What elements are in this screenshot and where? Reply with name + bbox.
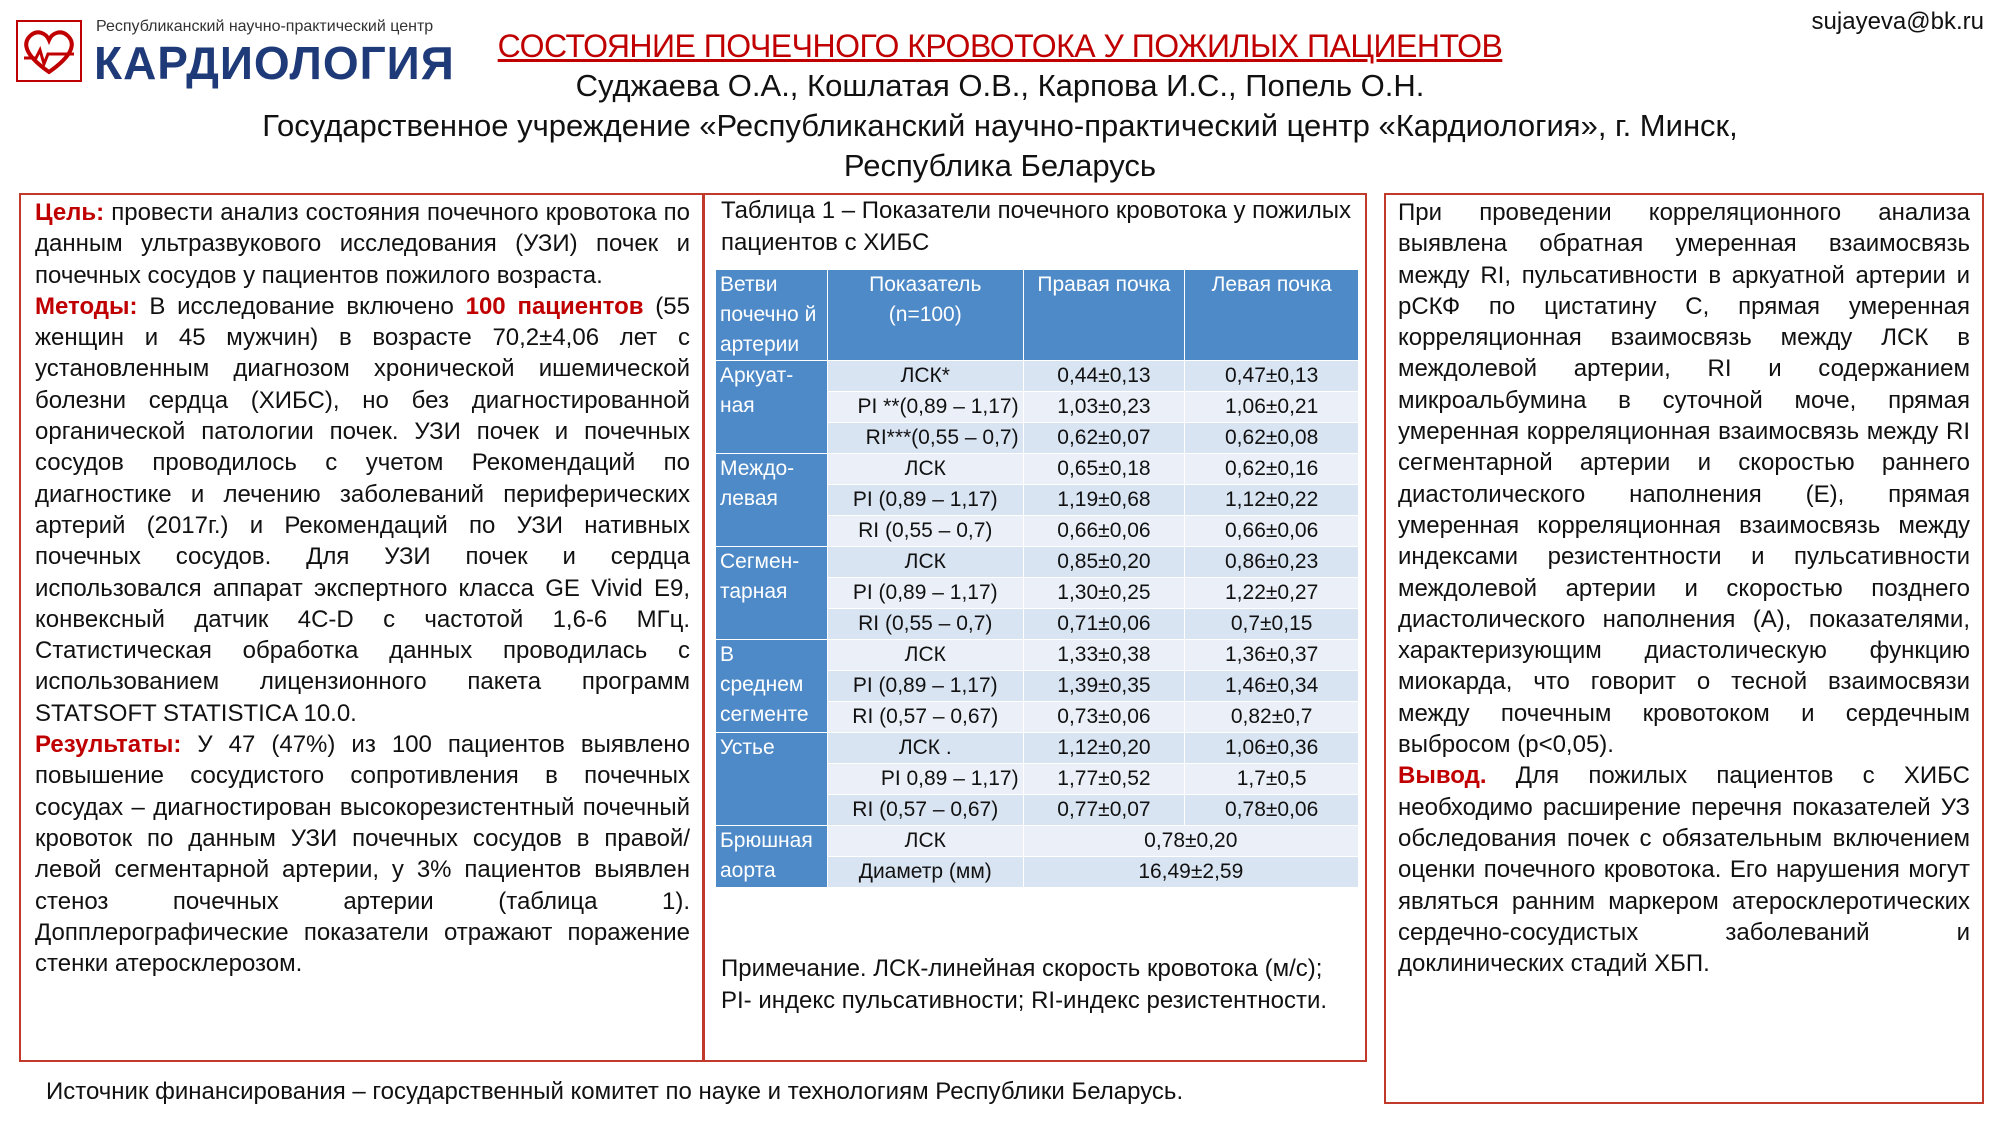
institution-line: Государственное учреждение «Республиканский научно-практический центр «Кардиология», г. Минск, Республика Беларусь [262,108,1738,183]
table-note: Примечание. ЛСК-линейная скорость кровотока (м/с); PI- индекс пульсативности; RI-индекс резистентности. [721,955,1328,1014]
right-kidney-cell: 1,39±0,35 [1023,671,1185,702]
table-row [716,361,1359,392]
funding-note: Источник финансирования – государственный комитет по науке и технологиям Республики Беларусь. [46,1078,1184,1105]
results-text: У 47 (47%) из 100 пациентов выявлено повышение сосудистого сопротивления в почечных сосудах – диагностирован высокорезистентный почечный кровоток по данным УЗИ почечных сосудов в правой/левой сегментарной артерии, у 3% пациентов выявлен стеноз почечных артерии (таблица 1). Допплерографические показатели отражают поражение стенки атеросклерозом. [35,731,690,978]
authors-line: Суджаева О.А., Кошлатая О.В., Карпова И.С., Попель О.Н. [575,68,1425,103]
right-kidney-cell: 1,30±0,25 [1023,578,1185,609]
left-kidney-cell: 1,06±0,36 [1185,733,1359,764]
conclusion-text: Для пожилых пациентов с ХИБС необходимо расширение перечня показателей УЗ обследования почек с обязательным включением оценки почечного кровотока. Его нарушения могут являться ранним маркером атеросклеротических сердечно-сосудистых заболеваний и доклинических стадий ХБП. [1398,762,1970,978]
left-kidney-cell: 1,36±0,37 [1185,640,1359,671]
right-kidney-cell: 0,66±0,06 [1023,516,1185,547]
right-kidney-cell: 1,03±0,23 [1023,392,1185,423]
right-kidney-cell: 0,62±0,07 [1023,423,1185,454]
right-kidney-cell: 1,77±0,52 [1023,764,1185,795]
header-branch: Ветви почечно й артерии [716,270,828,361]
left-kidney-cell: 0,47±0,13 [1185,361,1359,392]
param-cell: RI (0,57 – 0,67) [827,702,1023,733]
left-kidney-cell: 1,46±0,34 [1185,671,1359,702]
left-kidney-cell: 1,12±0,22 [1185,485,1359,516]
param-cell: PI (0,89 – 1,17) [827,578,1023,609]
right-kidney-cell: 0,65±0,18 [1023,454,1185,485]
poster-header [190,26,1810,186]
left-kidney-cell: 1,22±0,27 [1185,578,1359,609]
branch-cell: Устье [716,733,828,826]
left-kidney-cell: 1,06±0,21 [1185,392,1359,423]
heart-logo-icon [16,20,82,82]
param-cell: RI (0,55 – 0,7) [827,609,1023,640]
param-cell: PI 0,89 – 1,17) [827,764,1023,795]
param-cell: ЛСК [827,547,1023,578]
table-row [716,640,1359,671]
methods-text-1: В исследование включено [137,292,466,320]
left-kidney-cell: 0,78±0,06 [1185,795,1359,826]
param-cell: ЛСК [827,826,1023,857]
branch-cell: Междо-левая [716,454,828,547]
poster-title: СОСТОЯНИЕ ПОЧЕЧНОГО КРОВОТОКА У ПОЖИЛЫХ ПАЦИЕНТОВ [497,28,1503,64]
table-header-row [716,270,1359,361]
left-kidney-cell: 0,86±0,23 [1185,547,1359,578]
right-kidney-cell: 0,77±0,07 [1023,795,1185,826]
table-row [716,733,1359,764]
results-label: Результаты: [35,731,182,759]
right-panel-text [1398,195,1970,979]
blood-flow-table [715,269,1359,888]
param-cell: ЛСК [827,640,1023,671]
aorta-value-cell: 0,78±0,20 [1023,826,1358,857]
left-panel-text [35,195,690,979]
patients-count: 100 пациентов [465,292,644,320]
param-cell: ЛСК [827,454,1023,485]
param-cell: PI **(0,89 – 1,17) [827,392,1023,423]
left-kidney-cell: 0,7±0,15 [1185,609,1359,640]
header-right-kidney: Правая почка [1023,270,1185,361]
aorta-value-cell: 16,49±2,59 [1023,857,1358,888]
table-row [716,547,1359,578]
right-kidney-cell: 0,85±0,20 [1023,547,1185,578]
logo-name: КАРДИОЛОГИЯ [94,37,455,89]
left-kidney-cell: 1,7±0,5 [1185,764,1359,795]
left-kidney-cell: 0,82±0,7 [1185,702,1359,733]
left-kidney-cell: 0,62±0,08 [1185,423,1359,454]
branch-cell: Брюшная аорта [716,826,828,888]
right-kidney-cell: 0,71±0,06 [1023,609,1185,640]
right-panel [1384,193,1984,1104]
logo-subtitle: Республиканский научно-практический центр [96,18,434,35]
left-kidney-cell: 0,66±0,06 [1185,516,1359,547]
table-caption: Таблица 1 – Показатели почечного кровотока у пожилых пациентов с ХИБС [721,197,1351,256]
param-cell: RI (0,55 – 0,7) [827,516,1023,547]
header-param: Показатель (n=100) [827,270,1023,361]
right-kidney-cell: 1,12±0,20 [1023,733,1185,764]
param-cell: PI (0,89 – 1,17) [827,485,1023,516]
table-row [716,826,1359,857]
methods-label: Методы: [35,292,138,320]
correlation-text: При проведении корреляционного анализа выявлена обратная умеренная взаимосвязь между RI, пульсативности в аркуатной артерии и рСКФ по цистатину С, прямая умеренная корреляционная взаимосвязь между ЛСК в междолевой артерии, RI и содержанием микроальбумина в суточной моче, прямая умеренная корреляционная взаимосвязь между RI сегментарной артерии и скоростью раннего диастолического наполнения (Е), прямая умеренная корреляционная взаимосвязь между индексами резистентности и пульсативности междолевой артерии и скоростью позднего диастолического наполнения (А), показателями, характеризующим диастолическую функцию миокарда, что говорит о тесной взаимосвязи между почечным кровотоком и сердечным выбросом (р<0,05). [1398,199,1970,759]
methods-text-2: (55 женщин и 45 мужчин) в возрасте 70,2±4,06 лет с установленным диагнозом хронической ишемической болезни сердца (ХИБС), но без диагностированной органической патологии почек. УЗИ почек и почечных сосудов проводилось с учетом Рекомендаций по диагностике и лечению заболеваний периферических артерий (2017г.) и Рекомендаций по УЗИ нативных почечных сосудов. Для УЗИ почек и сердца использовался аппарат экспертного класса GE Vivid E9, конвексный датчик 4C-D с частотой 1,6-6 МГц. Статистическая обработка данных проводилась с использованием лицензионного пакета программ STATSOFT STATISTICA 10.0. [35,292,690,727]
param-cell: RI***(0,55 – 0,7) [827,423,1023,454]
left-kidney-cell: 0,62±0,16 [1185,454,1359,485]
param-cell: ЛСК* [827,361,1023,392]
table-panel [703,193,1367,1062]
branch-cell: В среднем сегменте [716,640,828,733]
branch-cell: Сегмен-тарная [716,547,828,640]
param-cell: PI (0,89 – 1,17) [827,671,1023,702]
right-kidney-cell: 0,44±0,13 [1023,361,1185,392]
right-kidney-cell: 1,33±0,38 [1023,640,1185,671]
param-cell: RI (0,57 – 0,67) [827,795,1023,826]
branch-cell: Аркуат-ная [716,361,828,454]
table-row [716,454,1359,485]
goal-text: провести анализ состояния почечного кровотока по данным ультразвукового исследования (УЗИ) почек и почечных сосудов у пациентов пожилого возраста. [35,199,690,289]
header-left-kidney: Левая почка [1185,270,1359,361]
conclusion-label: Вывод. [1398,762,1487,790]
contact-email[interactable]: sujayeva@bk.ru [1811,8,1984,35]
right-kidney-cell: 1,19±0,68 [1023,485,1185,516]
goal-label: Цель: [35,199,105,226]
param-cell: Диаметр (мм) [827,857,1023,888]
param-cell: ЛСК . [827,733,1023,764]
left-panel [19,193,704,1062]
right-kidney-cell: 0,73±0,06 [1023,702,1185,733]
